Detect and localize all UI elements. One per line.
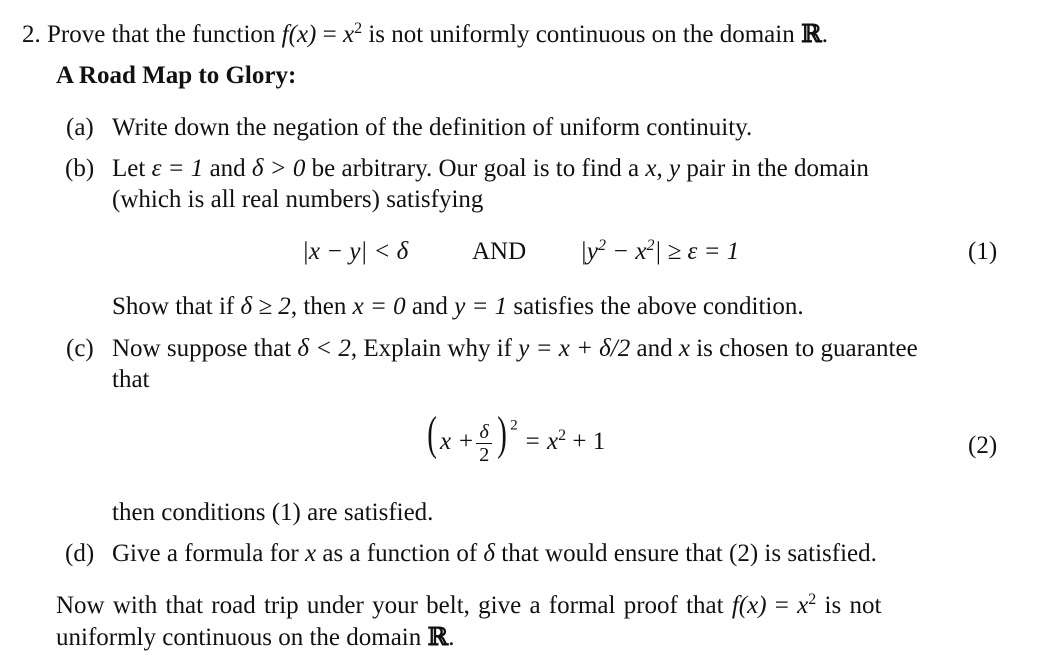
item-a-text: Write down the negation of the definition of uniform continuity. bbox=[112, 114, 753, 141]
item-c-label: (c) bbox=[66, 335, 94, 362]
eq1-minus-x: − x bbox=[605, 238, 647, 265]
item-c-line1 bbox=[112, 333, 918, 364]
eq2-rhs-sq: 2 bbox=[558, 427, 567, 445]
item-d-label: (d) bbox=[65, 540, 95, 567]
b-show-x0: x = 0 bbox=[352, 293, 406, 320]
eq2-frac-num: δ bbox=[476, 421, 492, 444]
closing-line1 bbox=[56, 590, 881, 621]
square-exponent: 2 bbox=[354, 20, 363, 38]
d-text-function: as a function of bbox=[322, 540, 478, 567]
statement-mid: is not uniformly continuous on the domain bbox=[368, 21, 795, 48]
c-x-var: x bbox=[678, 335, 690, 362]
reals-symbol: ℝ bbox=[800, 19, 822, 48]
eq2-left-paren: ( bbox=[427, 407, 437, 460]
eq1-left: |x − y| < δ bbox=[302, 238, 409, 265]
eq1-and: AND bbox=[472, 238, 527, 265]
eq2-right-paren: ) bbox=[497, 407, 507, 460]
closing-reals-symbol: ℝ bbox=[427, 622, 449, 651]
d-delta: δ bbox=[483, 540, 496, 567]
b-show-delta: δ ≥ 2 bbox=[240, 293, 291, 320]
problem-statement bbox=[22, 18, 828, 50]
b-text-goal: be arbitrary. Our goal is to find a bbox=[311, 155, 640, 182]
eq1-ge-eps: | ≥ ε = 1 bbox=[654, 238, 740, 265]
b-x-var: x bbox=[645, 155, 657, 182]
closing-text-b: is not bbox=[824, 592, 882, 619]
closing-period: . bbox=[448, 624, 455, 651]
closing-x: x bbox=[797, 592, 809, 619]
item-a-label: (a) bbox=[66, 114, 94, 141]
b-text-pair: pair in the domain bbox=[686, 155, 869, 182]
item-d-text bbox=[112, 538, 877, 569]
eq1-y-sq: 2 bbox=[597, 237, 606, 255]
b-text-let: Let bbox=[112, 155, 146, 182]
b-show-y1: y = 1 bbox=[454, 293, 508, 320]
d-x-var: x bbox=[304, 540, 317, 567]
roadmap-title: A Road Map to Glory: bbox=[56, 62, 297, 89]
eq2-rhs-plus-one: + 1 bbox=[572, 428, 606, 455]
item-b-line1 bbox=[112, 153, 869, 184]
statement-prefix: Prove that the function bbox=[47, 21, 276, 48]
statement-period: . bbox=[821, 21, 828, 48]
closing-eq: = bbox=[774, 592, 789, 619]
eq2-outer-exponent: 2 bbox=[510, 417, 518, 434]
b-y-var: y bbox=[668, 155, 681, 182]
c-text-and: and bbox=[636, 335, 673, 362]
eq1-y: |y bbox=[580, 238, 598, 265]
eq2-number: (2) bbox=[968, 432, 998, 459]
closing-text-a: Now with that road trip under your belt, give a formal proof that bbox=[56, 592, 724, 619]
eq2 bbox=[424, 407, 606, 466]
b-text-and: and bbox=[209, 155, 246, 182]
d-text-ensure: that would ensure that (2) is satisfied. bbox=[501, 540, 877, 567]
eq2-fraction bbox=[476, 421, 492, 466]
item-b-show bbox=[112, 291, 804, 322]
eq1-x-sq: 2 bbox=[646, 237, 655, 255]
b-comma: , bbox=[656, 155, 663, 182]
closing-text-c: uniformly continuous on the domain bbox=[56, 624, 422, 651]
closing-sq: 2 bbox=[808, 591, 817, 609]
b-delta-gt: δ > 0 bbox=[251, 155, 306, 182]
eq1-number: (1) bbox=[968, 238, 998, 265]
eq1-right bbox=[580, 236, 739, 267]
c-y-eq: y = x + δ/2 bbox=[518, 335, 631, 362]
d-text-formula: Give a formula for bbox=[112, 540, 299, 567]
eq2-x-plus: x + bbox=[439, 428, 475, 455]
closing-fx: f(x) bbox=[731, 592, 767, 619]
item-c-line2: that bbox=[112, 366, 150, 393]
b-epsilon-eq: ε = 1 bbox=[151, 155, 204, 182]
b-show-if: Show that if bbox=[112, 293, 235, 320]
c-delta-lt: δ < 2 bbox=[297, 335, 351, 362]
x-variable: x bbox=[342, 21, 355, 48]
function-fx: f(x) bbox=[281, 21, 317, 48]
item-c-after: then conditions (1) are satisfied. bbox=[112, 499, 434, 526]
eq2-frac-den: 2 bbox=[479, 443, 490, 466]
c-text-chosen: is chosen to guarantee bbox=[696, 335, 918, 362]
problem-number: 2. bbox=[22, 21, 41, 48]
equals-sign: = bbox=[322, 21, 337, 48]
eq2-rhs-x: = x bbox=[523, 428, 559, 455]
item-b-label: (b) bbox=[65, 155, 95, 182]
c-text-suppose: Now suppose that bbox=[112, 335, 292, 362]
b-show-satisfies: satisfies the above condition. bbox=[513, 293, 804, 320]
item-b-line2: (which is all real numbers) satisfying bbox=[112, 186, 484, 213]
b-show-then: , then bbox=[290, 293, 347, 320]
c-text-explain: , Explain why if bbox=[350, 335, 512, 362]
closing-line2 bbox=[56, 621, 455, 653]
b-show-and: and bbox=[411, 293, 448, 320]
